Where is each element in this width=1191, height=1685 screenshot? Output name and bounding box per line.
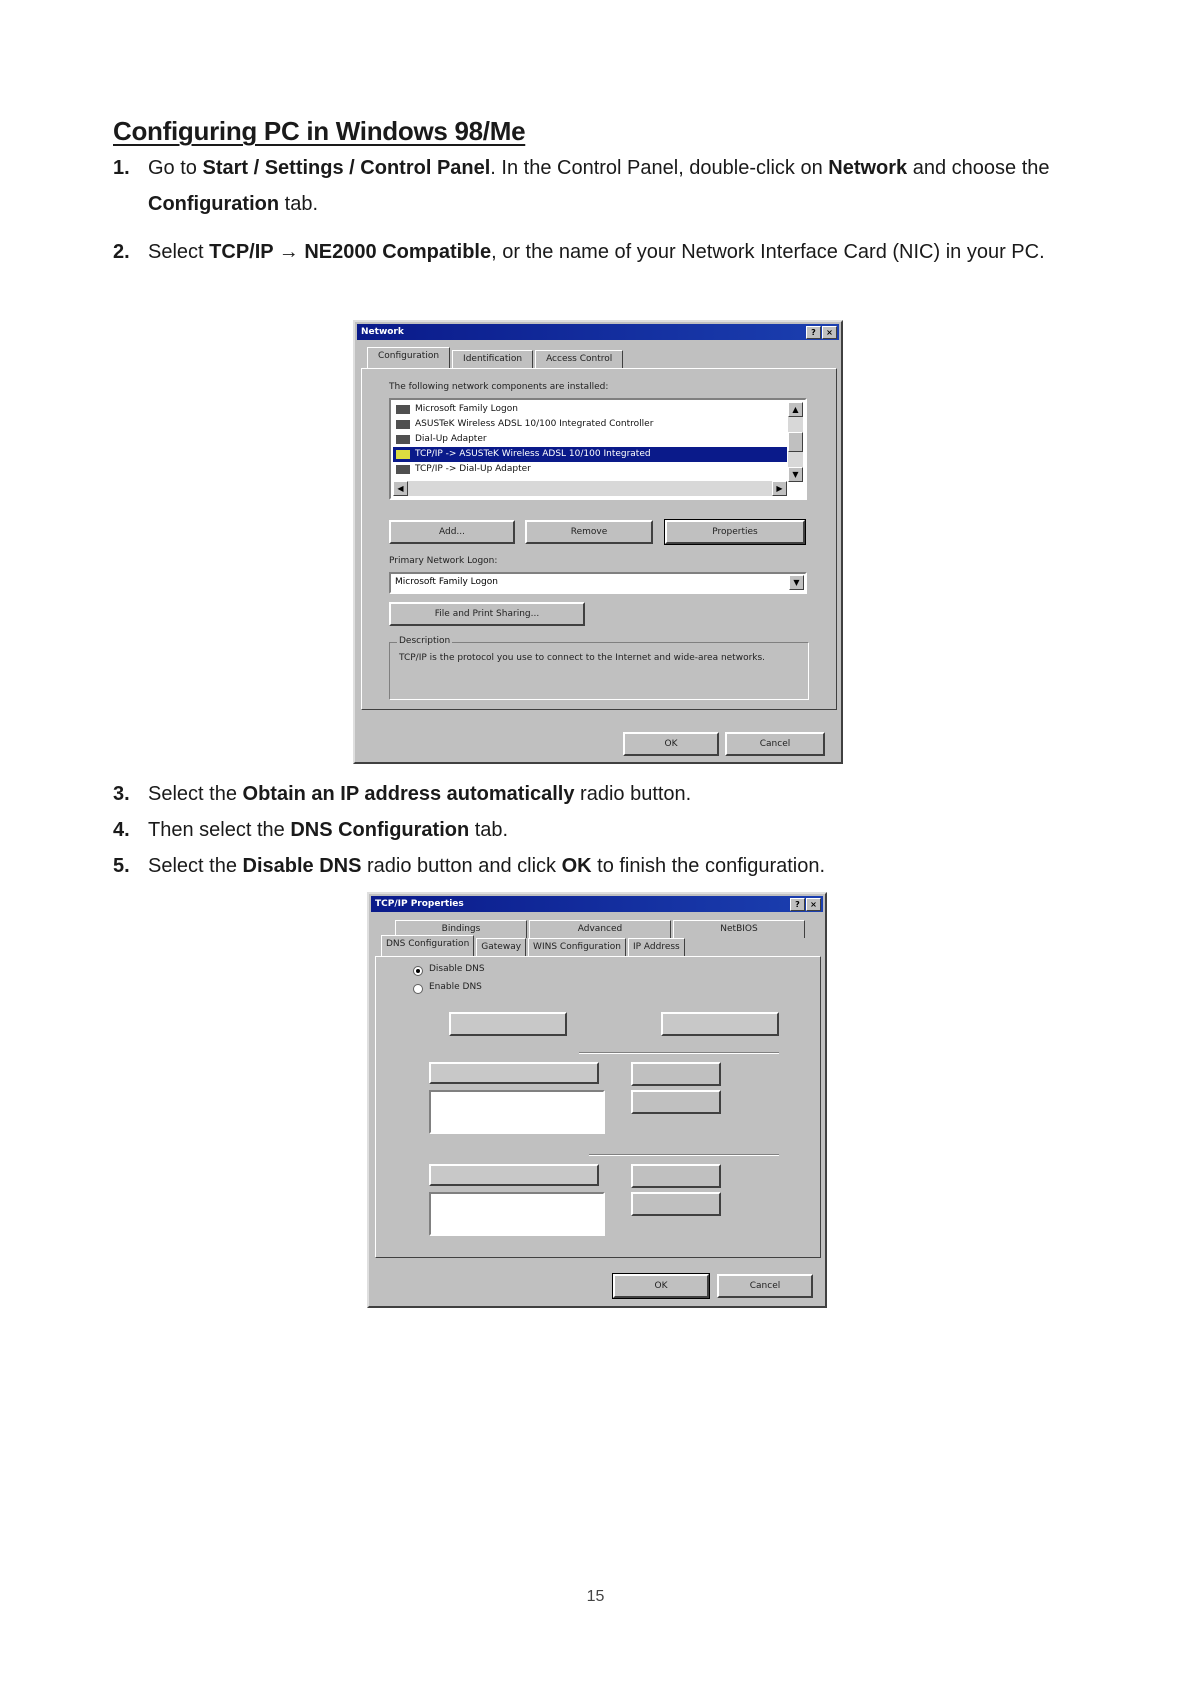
step-run: and choose the <box>907 157 1050 179</box>
tcpip-dialog-title: TCP/IP Properties <box>375 899 464 909</box>
step-run: Select the <box>148 783 243 805</box>
tab-configuration[interactable]: Configuration <box>367 347 450 368</box>
step-run: radio button. <box>574 783 692 805</box>
tab-gateway[interactable]: Gateway <box>476 938 526 956</box>
close-button[interactable]: × <box>822 326 837 339</box>
tab-wins-configuration[interactable]: WINS Configuration <box>528 938 626 956</box>
scroll-thumb[interactable] <box>788 432 803 452</box>
step-run: Go to <box>148 157 203 179</box>
tab-ip-address[interactable]: IP Address <box>628 938 685 956</box>
tab-bindings[interactable]: Bindings <box>395 920 527 938</box>
step-3 <box>113 776 1073 812</box>
host-field <box>449 1012 567 1036</box>
scroll-left-arrow-icon[interactable]: ◀ <box>393 481 408 496</box>
description-text: TCP/IP is the protocol you use to connect to the Internet and wide-area networks. <box>399 653 766 663</box>
chevron-down-icon[interactable]: ▼ <box>789 575 804 590</box>
cancel-button[interactable]: Cancel <box>717 1274 813 1298</box>
components-list[interactable] <box>389 398 807 500</box>
tab-advanced[interactable]: Advanced <box>529 920 671 938</box>
step-number: 2. <box>113 241 130 263</box>
step-emphasis: Start / Settings / Control Panel <box>202 157 491 179</box>
step-text <box>148 776 1073 812</box>
add-suffix-button <box>631 1164 721 1188</box>
list-item[interactable]: Microsoft Family Logon <box>393 402 787 417</box>
step-emphasis: DNS Configuration <box>290 819 470 841</box>
step-text <box>148 812 1073 848</box>
network-component-icon <box>396 405 410 414</box>
step-5 <box>113 848 1073 884</box>
step-run: to finish the configuration. <box>591 855 826 877</box>
primary-logon-select[interactable] <box>389 572 807 594</box>
network-adapter-icon <box>396 435 410 444</box>
step-text <box>148 150 1073 222</box>
step-text <box>148 848 1073 884</box>
protocol-icon <box>396 465 410 474</box>
disable-dns-label: Disable DNS <box>429 964 485 974</box>
step-emphasis: Configuration <box>148 193 280 215</box>
remove-button[interactable]: Remove <box>525 520 653 544</box>
disable-dns-radio[interactable] <box>413 966 423 976</box>
domain-field <box>661 1012 779 1036</box>
help-button[interactable]: ? <box>806 326 821 339</box>
step-number: 1. <box>113 157 130 179</box>
cancel-button[interactable]: Cancel <box>725 732 825 756</box>
help-button[interactable]: ? <box>790 898 805 911</box>
scroll-up-arrow-icon[interactable]: ▲ <box>788 402 803 417</box>
tab-identification[interactable]: Identification <box>452 350 533 368</box>
list-item[interactable]: ASUSTeK Wireless ADSL 10/100 Integrated Controller <box>393 417 787 432</box>
tab-netbios[interactable]: NetBIOS <box>673 920 805 938</box>
ok-button[interactable]: OK <box>613 1274 709 1298</box>
primary-logon-value: Microsoft Family Logon <box>395 577 498 587</box>
step-emphasis: Obtain an IP address automatically <box>242 783 575 805</box>
vertical-scrollbar[interactable] <box>788 402 803 482</box>
remove-suffix-button <box>631 1192 721 1216</box>
list-item[interactable]: Dial-Up Adapter <box>393 432 787 447</box>
file-print-sharing-button[interactable]: File and Print Sharing... <box>389 602 585 626</box>
ok-button[interactable]: OK <box>623 732 719 756</box>
tab-access-control[interactable]: Access Control <box>535 350 623 368</box>
dns-server-list <box>429 1090 605 1134</box>
step-run: tab. <box>469 819 509 841</box>
step-text <box>148 234 1073 270</box>
step-run: radio button and click <box>361 855 562 877</box>
step-run: tab. <box>279 193 319 215</box>
network-dialog <box>353 320 843 764</box>
step-emphasis: Network <box>828 157 908 179</box>
primary-logon-label: Primary Network Logon: <box>389 556 498 566</box>
protocol-icon <box>396 450 410 459</box>
tab-dns-configuration[interactable]: DNS Configuration <box>381 935 474 956</box>
step-run: Select the <box>148 855 243 877</box>
description-group <box>389 642 809 700</box>
horizontal-scrollbar[interactable] <box>393 481 787 496</box>
domain-suffix-field <box>429 1164 599 1186</box>
step-number: 5. <box>113 855 130 877</box>
step-run: Select <box>148 241 210 263</box>
tcpip-dialog-titlebar <box>371 896 823 912</box>
tcpip-dialog <box>367 892 827 1308</box>
list-item-selected[interactable]: TCP/IP -> ASUSTeK Wireless ADSL 10/100 Integrated <box>393 447 787 462</box>
step-emphasis: TCP/IP → NE2000 Compatible <box>209 241 492 263</box>
enable-dns-label: Enable DNS <box>429 982 482 992</box>
remove-dns-button <box>631 1090 721 1114</box>
step-emphasis: Disable DNS <box>242 855 362 877</box>
add-dns-button <box>631 1062 721 1086</box>
domain-suffix-list <box>429 1192 605 1236</box>
description-label: Description <box>399 636 451 646</box>
add-button[interactable]: Add... <box>389 520 515 544</box>
enable-dns-radio[interactable] <box>413 984 423 994</box>
step-4 <box>113 812 1073 848</box>
network-tabs <box>367 350 625 368</box>
divider <box>579 1052 779 1054</box>
step-2 <box>113 234 1073 270</box>
dns-server-ip-field <box>429 1062 599 1084</box>
tcpip-tabs-row2 <box>381 938 687 956</box>
scroll-down-arrow-icon[interactable]: ▼ <box>788 467 803 482</box>
components-label: The following network components are installed: <box>389 382 609 392</box>
step-run: . In the Control Panel, double-click on <box>490 157 829 179</box>
network-dialog-title: Network <box>361 327 404 337</box>
close-button[interactable]: × <box>806 898 821 911</box>
step-1 <box>113 150 1073 222</box>
network-dialog-titlebar <box>357 324 839 340</box>
step-number: 3. <box>113 783 130 805</box>
network-adapter-icon <box>396 420 410 429</box>
page-title: Configuring PC in Windows 98/Me <box>113 116 526 146</box>
scroll-right-arrow-icon[interactable]: ▶ <box>772 481 787 496</box>
list-item[interactable]: TCP/IP -> Dial-Up Adapter <box>393 462 787 477</box>
step-number: 4. <box>113 819 130 841</box>
step-run: , or the name of your Network Interface Card (NIC) in your PC. <box>491 241 1045 263</box>
page-number: 15 <box>586 1588 605 1605</box>
divider <box>589 1154 779 1156</box>
step-emphasis: OK <box>561 855 592 877</box>
properties-button[interactable]: Properties <box>665 520 805 544</box>
step-run: Then select the <box>148 819 291 841</box>
